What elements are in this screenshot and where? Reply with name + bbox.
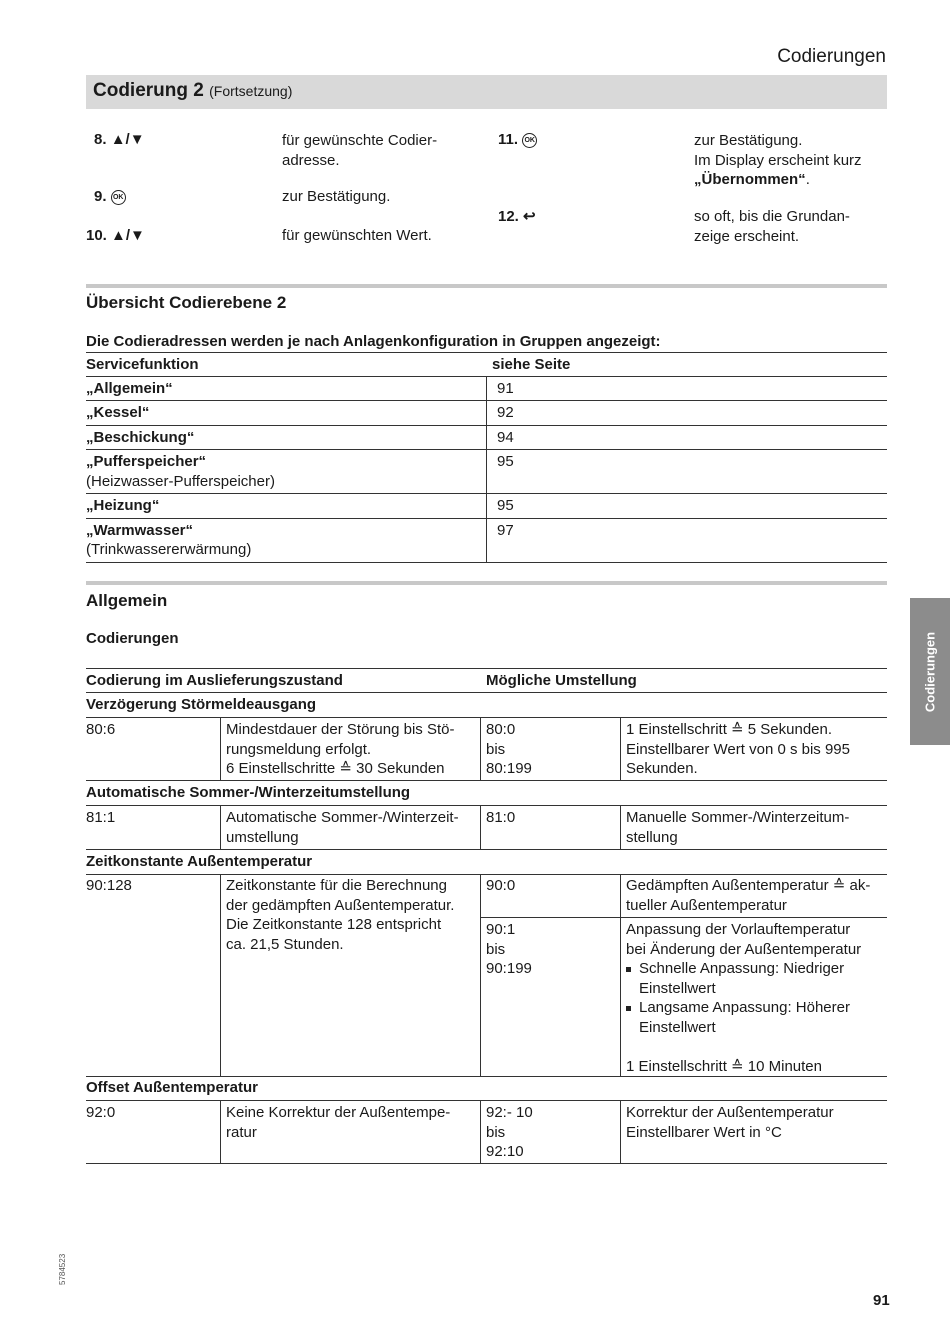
table-row-sub: (Heizwasser-Pufferspeicher) <box>86 473 275 490</box>
list-item: Schnelle Anpassung: Niedriger <box>626 959 861 979</box>
side-tab <box>910 598 950 745</box>
title-subtitle: (Fortsetzung) <box>209 83 293 99</box>
col-head-options: Mögliche Umstellung <box>486 672 637 689</box>
code-value: 92:0 <box>86 1104 116 1121</box>
table-row-name: „Allgemein“ <box>86 380 173 397</box>
allgemein-subtitle: Codierungen <box>86 630 179 647</box>
alt-description: 1 Einstellschritt ≙ 5 Sekunden. Einstellbarer Wert von 0 s bis 995 Sekunden. <box>626 721 850 777</box>
table-row-name: „Beschickung“ <box>86 429 195 446</box>
step-10-text: für gewünschten Wert. <box>282 227 432 244</box>
step-11-text: zur Bestätigung. Im Display erscheint kurz „Übernommen“. <box>694 132 862 188</box>
code-description: Mindestdauer der Störung bis Stö- rungsmeldung erfolgt. 6 Einstellschritte ≙ 30 Sekunden <box>226 721 455 777</box>
alt-code: 90:0 <box>486 877 516 894</box>
alt-code: 90:1 bis 90:199 <box>486 921 532 977</box>
table-row-page: 91 <box>497 380 514 397</box>
group-title: Verzögerung Störmeldeausgang <box>86 696 317 713</box>
bullet-icon <box>626 1006 631 1011</box>
code-description: Automatische Sommer-/Winterzeit- umstellung <box>226 809 459 846</box>
table-row-sub: (Trinkwassererwärmung) <box>86 541 252 558</box>
code-value: 80:6 <box>86 721 116 738</box>
code-description: Keine Korrektur der Außentempe- ratur <box>226 1104 451 1141</box>
running-header: Codierungen <box>777 46 886 67</box>
list-item: Langsame Anpassung: Höherer <box>626 998 861 1018</box>
alt-code: 80:0 bis 80:199 <box>486 721 532 777</box>
col-head-default: Codierung im Auslieferungszustand <box>86 672 343 689</box>
title-bar <box>86 75 887 109</box>
step-9-number: 9. OK <box>94 188 126 205</box>
section-rule <box>86 284 887 288</box>
step-11-number: 11. OK <box>498 131 537 148</box>
page-number: 91 <box>873 1292 890 1309</box>
table-row-page: 94 <box>497 429 514 446</box>
alt-description: Anpassung der Vorlauftemperatur bei Änderung der Außentemperatur Schnelle Anpassung: Niedriger Einstellwert Langsame Anpassung: Höherer Einstellwert 1 Einstellschritt ≙ 10 Minuten <box>626 921 862 1075</box>
step-10-number: 10. ▲/▼ <box>86 227 145 244</box>
group-title: Offset Außentemperatur <box>86 1079 258 1096</box>
table-row-name: „Warmwasser“ <box>86 522 193 539</box>
arrows-icon: ▲/▼ <box>110 131 145 148</box>
bullet-icon <box>626 967 631 972</box>
code-description: Zeitkonstante für die Berechnung der gedämpften Außentemperatur. Die Zeitkonstante 128 entspricht ca. 21,5 Stunden. <box>226 877 455 953</box>
step-8-text: für gewünschte Codier- adresse. <box>282 132 438 169</box>
table-row-name: „Heizung“ <box>86 497 160 514</box>
title-text: Codierung 2 <box>93 80 204 101</box>
table-row-page: 95 <box>497 453 514 470</box>
alt-description: Korrektur der Außentemperatur Einstellbarer Wert in °C <box>626 1104 834 1141</box>
table-row-page: 92 <box>497 404 514 421</box>
allgemein-title: Allgemein <box>86 591 168 610</box>
table-row-name: „Kessel“ <box>86 404 150 421</box>
page-title <box>93 80 292 102</box>
alt-description: Gedämpften Außentemperatur ≙ ak- tueller Außentemperatur <box>626 877 871 914</box>
overview-title: Übersicht Codierebene 2 <box>86 293 287 312</box>
step-8-number: 8. ▲/▼ <box>94 131 145 148</box>
alt-code: 81:0 <box>486 809 516 826</box>
step-12-text: so oft, bis die Grundan- zeige erscheint. <box>694 208 850 245</box>
step-12-number: 12. ↩ <box>498 208 536 225</box>
col-head-page: siehe Seite <box>492 356 571 373</box>
step-9-text: zur Bestätigung. <box>282 188 391 205</box>
section-rule <box>86 581 887 585</box>
col-head-function: Servicefunktion <box>86 356 199 373</box>
side-tab-label: Codierungen <box>922 631 938 712</box>
overview-intro: Die Codieradressen werden je nach Anlagenkonfiguration in Gruppen angezeigt: <box>86 333 661 350</box>
alt-code: 92:- 10 bis 92:10 <box>486 1104 533 1160</box>
table-row-page: 97 <box>497 522 514 539</box>
alt-description: Manuelle Sommer-/Winterzeitum- stellung <box>626 809 850 846</box>
ok-icon: OK <box>111 190 126 205</box>
ok-icon: OK <box>522 133 537 148</box>
group-title: Automatische Sommer-/Winterzeitumstellung <box>86 784 411 801</box>
code-value: 90:128 <box>86 877 132 894</box>
doc-id: 5784523 <box>58 1253 67 1285</box>
table-row-name: „Pufferspeicher“ <box>86 453 207 470</box>
group-title: Zeitkonstante Außentemperatur <box>86 853 313 870</box>
back-icon: ↩ <box>523 208 536 225</box>
table-row-page: 95 <box>497 497 514 514</box>
arrows-icon: ▲/▼ <box>111 227 145 244</box>
code-value: 81:1 <box>86 809 116 826</box>
